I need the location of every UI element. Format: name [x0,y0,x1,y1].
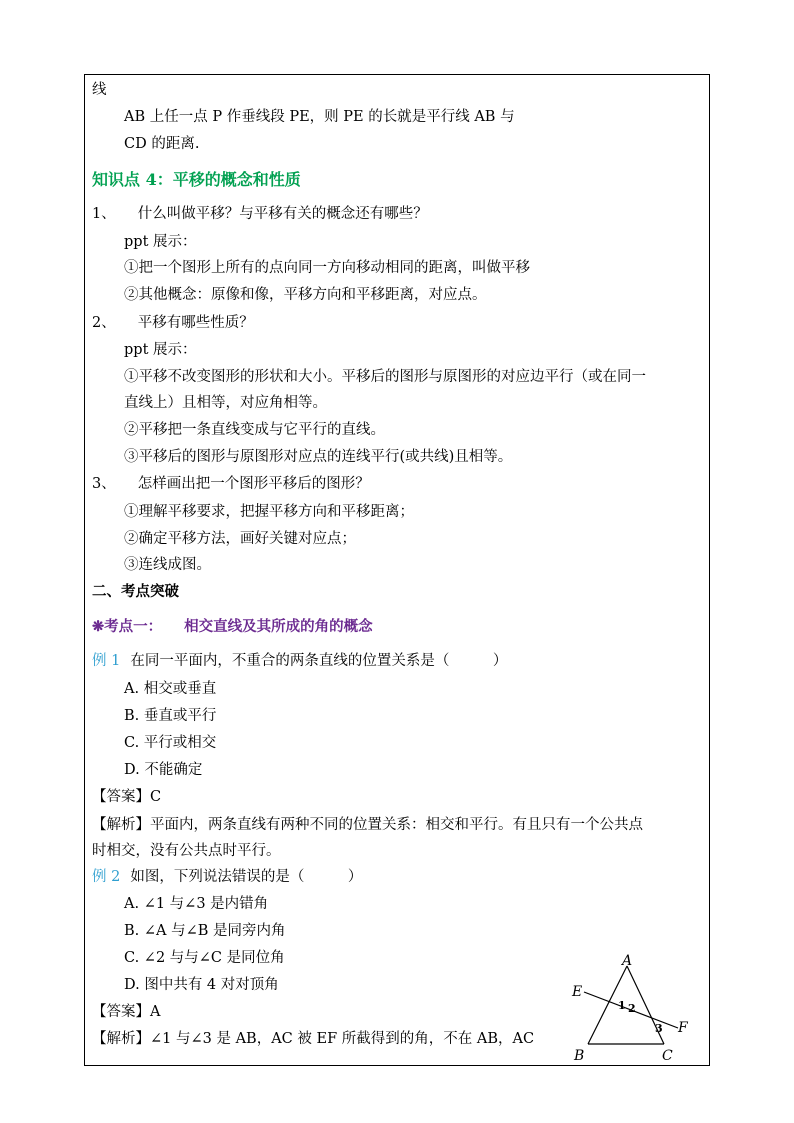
angle-label-3: 3 [655,1022,663,1035]
analysis-label: 【解析】 [92,1031,150,1047]
angle-label-1: 1 [618,999,626,1012]
text-line: ①平移不改变图形的形状和大小。平移后的图形与原图形的对应边平行（或在同一 [124,369,646,385]
text-line: ①把一个图形上所有的点向同一方向移动相同的距离，叫做平移 [124,260,530,276]
text-line: ②其他概念：原像和像，平移方向和平移距离，对应点。 [124,287,487,303]
text-line: 线 [92,82,107,98]
text-line: ②确定平移方法，画好关键对应点； [124,531,356,547]
question-text: 什么叫做平移？与平移有关的概念还有哪些？ [137,206,428,222]
analysis-label: 【解析】 [92,817,150,833]
exam-point-title: 相交直线及其所成的角的概念 [184,618,373,635]
example-label: 例 2 [92,869,121,885]
example-1-question [92,651,507,671]
text-line: ③平移后的图形与原图形对应点的连线平行(或共线)且相等。 [124,449,513,465]
question-1 [92,204,428,224]
analysis-text: ∠1 与∠3 是 AB，AC 被 EF 所截得到的角，不在 AB，AC [150,1031,535,1047]
label-f: F [678,1020,688,1036]
text-line: ①理解平移要求，把握平移方向和平移距离； [124,504,414,520]
example-text: 如图，下列说法错误的是（ ） [130,869,363,885]
exam-point-label: ❋考点一： [92,618,163,635]
option-a: A. ∠1 与∠3 是内错角 [124,896,269,912]
question-number: 1、 [92,206,116,222]
analysis-text: 平面内，两条直线有两种不同的位置关系：相交和平行。有且只有一个公共点 [150,817,643,833]
example-2-question [92,867,362,887]
label-e: E [572,984,583,1000]
triangle-figure [566,948,698,1068]
text-line: ②平移把一条直线变成与它平行的直线。 [124,422,385,438]
triangle-diagram [566,948,698,1068]
answer-value: C [150,789,162,805]
question-3 [92,474,370,494]
option-c: C. ∠2 与与∠C 是同位角 [124,950,285,966]
text-line: 直线上）且相等，对应角相等。 [124,395,327,411]
ppt-label: ppt 展示： [124,234,197,250]
option-b: B. ∠A 与∠B 是同旁内角 [124,923,286,939]
text-line: ③连线成图。 [124,557,211,573]
question-2 [92,313,254,333]
answer-label: 【答案】 [92,1004,150,1020]
text-line: CD 的距离. [124,136,200,152]
option-d: D. 图中共有 4 对对顶角 [124,977,279,993]
text-line: 时相交，没有公共点时平行。 [92,843,281,859]
section-heading-exam-points: 二、考点突破 [92,583,179,600]
answer-label: 【答案】 [92,789,150,805]
ppt-label: ppt 展示： [124,342,197,358]
angle-label-2: 2 [628,1002,636,1015]
option-b: B. 垂直或平行 [124,708,217,724]
answer-1 [92,787,161,807]
analysis-2 [92,1029,534,1049]
exam-point-1 [92,617,373,637]
label-c: C [662,1048,673,1064]
label-a: A [622,953,633,969]
option-c: C. 平行或相交 [124,735,217,751]
analysis-1 [92,815,643,835]
example-label: 例 1 [92,653,121,669]
question-text: 平移有哪些性质？ [137,315,254,331]
question-number: 2、 [92,315,116,331]
label-b: B [574,1048,585,1064]
text-line: AB 上任一点 P 作垂线段 PE，则 PE 的长就是平行线 AB 与 [124,109,515,125]
section-heading-knowledge-4: 知识点 4：平移的概念和性质 [92,170,301,189]
question-number: 3、 [92,476,116,492]
answer-2 [92,1002,160,1022]
question-text: 怎样画出把一个图形平移后的图形？ [137,476,370,492]
example-text: 在同一平面内，不重合的两条直线的位置关系是（ ） [130,653,508,669]
answer-value: A [150,1004,161,1020]
option-d: D. 不能确定 [124,762,203,778]
option-a: A. 相交或垂直 [124,681,217,697]
